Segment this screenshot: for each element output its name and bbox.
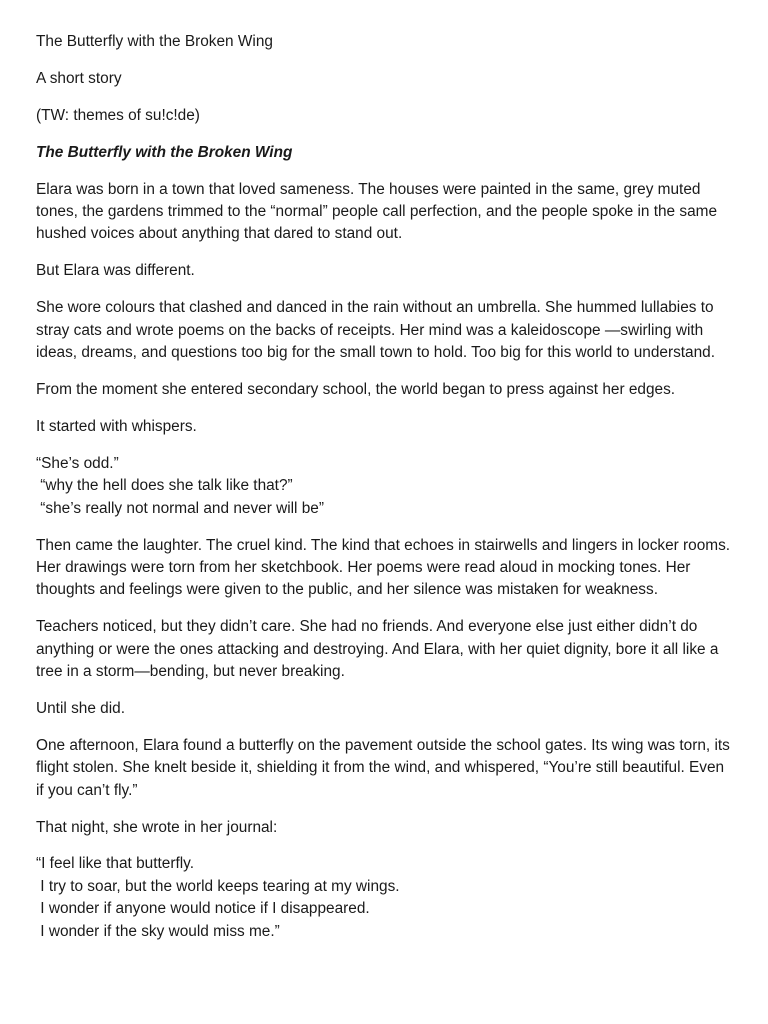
- journal-line: I wonder if the sky would miss me.”: [36, 922, 280, 940]
- whisper-line: “she’s really not normal and never will be”: [36, 499, 324, 517]
- paragraph: Until she did.: [36, 699, 125, 717]
- journal-line: I wonder if anyone would notice if I disappeared.: [36, 900, 370, 918]
- journal-line: I try to soar, but the world keeps tearing at my wings.: [36, 877, 400, 895]
- journal-block: [36, 853, 736, 943]
- paragraph: It started with whispers.: [36, 417, 197, 435]
- whispers-block: [36, 453, 736, 520]
- paragraph: But Elara was different.: [36, 262, 195, 280]
- header-title: The Butterfly with the Broken Wing: [36, 33, 273, 50]
- journal-line: “I feel like that butterfly.: [36, 855, 194, 873]
- paragraph: Teachers noticed, but they didn’t care. She had no friends. And everyone else just either didn’t do anything or were the ones attacking and destroying. And Elara, with her quiet dignity, bore it all like a tree in a storm—bending, but never breaking.: [36, 618, 719, 681]
- paragraph: That night, she wrote in her journal:: [36, 818, 278, 836]
- paragraph: From the moment she entered secondary school, the world began to press against her edges.: [36, 380, 676, 398]
- document-page: [36, 31, 736, 958]
- subtitle: A short story: [36, 69, 122, 87]
- whisper-line: “She’s odd.”: [36, 454, 119, 472]
- whisper-line: “why the hell does she talk like that?”: [36, 477, 293, 495]
- paragraph: Then came the laughter. The cruel kind. The kind that echoes in stairwells and lingers in locker rooms. Her drawings were torn from her sketchbook. Her poems were read aloud in mocking tones. Her thoughts and feelings were given to the public, and her silence was mistaken for weakness.: [36, 536, 731, 599]
- paragraph: One afternoon, Elara found a butterfly on the pavement outside the school gates. Its wing was torn, its flight stolen. She knelt beside it, shielding it from the wind, and whispered, “You’re still beautiful. Even if you can’t fly.”: [36, 736, 730, 799]
- paragraph: Elara was born in a town that loved sameness. The houses were painted in the same, grey muted tones, the gardens trimmed to the “normal” people call perfection, and the people spoke in the same hushed voices about anything that dared to stand out.: [36, 180, 718, 243]
- paragraph: She wore colours that clashed and danced in the rain without an umbrella. She hummed lullabies to stray cats and wrote poems on the backs of receipts. Her mind was a kaleidoscope —swirling with ideas, dreams, and questions too big for the small town to hold. Too big for this world to understand.: [36, 299, 716, 362]
- story-title: The Butterfly with the Broken Wing: [36, 143, 293, 161]
- trigger-warning: (TW: themes of su!c!de): [36, 106, 200, 124]
